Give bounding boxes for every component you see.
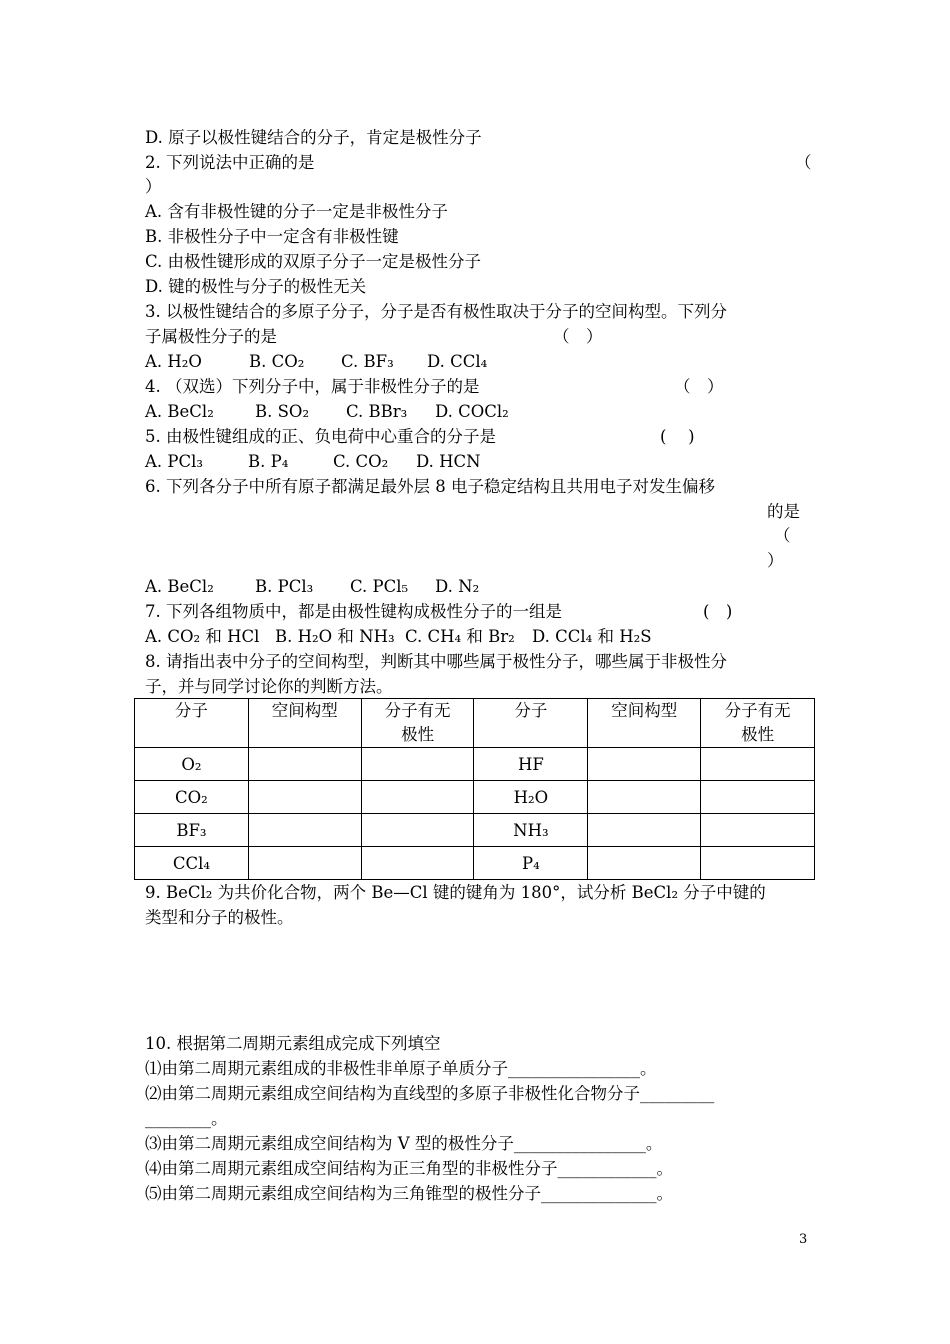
table-cell-molecule: CCl₄ <box>135 847 249 880</box>
table-cell-molecule: CO₂ <box>135 781 249 814</box>
q2-option-a: A. 含有非极性键的分子一定是非极性分子 <box>145 202 448 221</box>
table-cell-geometry[interactable] <box>588 748 701 781</box>
q4-option-b: B. SO₂ <box>255 402 310 421</box>
page-number: 3 <box>799 1232 808 1247</box>
q10-part5[interactable]: ⑸由第二周期元素组成空间结构为三角锥型的极性分子______________。 <box>145 1184 673 1203</box>
table-row <box>135 847 815 880</box>
table-cell-geometry[interactable] <box>248 847 361 880</box>
table-row <box>135 781 815 814</box>
q1-option-d: D. 原子以极性键结合的分子，肯定是极性分子 <box>145 128 482 147</box>
table-cell-polarity[interactable] <box>361 814 474 847</box>
table-cell-molecule: P₄ <box>474 847 588 880</box>
header-molecule: 分子 <box>474 699 588 748</box>
q2-stem: 2. 下列说法中正确的是 <box>145 153 315 172</box>
q2-option-c: C. 由极性键形成的双原子分子一定是极性分子 <box>145 252 482 271</box>
q7-answer-paren: ( ) <box>703 602 733 621</box>
q5-options <box>145 450 481 474</box>
q9-line1: 9. BeCl₂ 为共价化合物，两个 Be—Cl 键的键角为 180°，试分析 BeCl₂ 分子中键的 <box>145 883 766 902</box>
q6-stem-line1: 6. 下列各分子中所有原子都满足最外层 8 电子稳定结构且共用电子对发生偏移 <box>145 477 715 496</box>
header-polarity: 分子有无 极性 <box>361 699 474 748</box>
q10-part4[interactable]: ⑷由第二周期元素组成空间结构为正三角型的非极性分子____________。 <box>145 1159 673 1178</box>
table-cell-polarity[interactable] <box>701 847 815 880</box>
q3-option-a: A. H₂O <box>145 352 202 371</box>
table-cell-molecule: H₂O <box>474 781 588 814</box>
q7-option-d: D. CCl₄ 和 H₂S <box>532 627 652 646</box>
table-cell-geometry[interactable] <box>248 781 361 814</box>
table-cell-polarity[interactable] <box>701 748 815 781</box>
q6-option-c: C. PCl₅ <box>350 577 409 596</box>
table-cell-geometry[interactable] <box>588 847 701 880</box>
q6-option-d: D. N₂ <box>435 577 480 596</box>
table-cell-geometry[interactable] <box>588 781 701 814</box>
table-row <box>135 748 815 781</box>
table-cell-molecule: O₂ <box>135 748 249 781</box>
q5-option-d: D. HCN <box>416 452 481 471</box>
q6-option-b: B. PCl₃ <box>255 577 314 596</box>
q6-paren-close: ） <box>767 551 784 570</box>
q4-option-c: C. BBr₃ <box>346 402 408 421</box>
q10-part3[interactable]: ⑶由第二周期元素组成空间结构为 V 型的极性分子________________。 <box>145 1134 663 1153</box>
q7-stem: 7. 下列各组物质中，都是由极性键构成极性分子的一组是 <box>145 602 562 621</box>
q2-option-d: D. 键的极性与分子的极性无关 <box>145 277 367 296</box>
q7-option-b: B. H₂O 和 NH₃ <box>275 627 395 646</box>
table-cell-geometry[interactable] <box>248 814 361 847</box>
q5-answer-paren: ( ) <box>660 427 695 446</box>
q7-option-a: A. CO₂ 和 HCl <box>145 627 260 646</box>
q7-option-c: C. CH₄ 和 Br₂ <box>405 627 515 646</box>
q3-option-b: B. CO₂ <box>249 352 305 371</box>
q4-option-a: A. BeCl₂ <box>145 402 214 421</box>
header-geometry: 空间构型 <box>588 699 701 748</box>
table-cell-molecule: BF₃ <box>135 814 249 847</box>
q3-option-d: D. CCl₄ <box>427 352 488 371</box>
q8-stem-line2: 子，并与同学讨论你的判断方法。 <box>145 677 393 696</box>
q3-answer-paren: （ ） <box>553 327 603 346</box>
table-cell-geometry[interactable] <box>588 814 701 847</box>
table-cell-polarity[interactable] <box>701 781 815 814</box>
q4-stem: 4. （双选）下列分子中，属于非极性分子的是 <box>145 377 480 396</box>
q6-paren-open: （ <box>774 526 791 545</box>
q5-stem: 5. 由极性键组成的正、负电荷中心重合的分子是 <box>145 427 496 446</box>
q6-option-a: A. BeCl₂ <box>145 577 214 596</box>
table-cell-molecule: NH₃ <box>474 814 588 847</box>
header-molecule: 分子 <box>135 699 249 748</box>
q3-option-c: C. BF₃ <box>341 352 394 371</box>
header-polarity: 分子有无 极性 <box>701 699 815 748</box>
q9-line2: 类型和分子的极性。 <box>145 908 294 927</box>
table-header-row <box>135 699 815 748</box>
q2-option-b: B. 非极性分子中一定含有非极性键 <box>145 227 399 246</box>
q6-options <box>145 575 479 599</box>
table-row <box>135 814 815 847</box>
q3-stem-line2: 子属极性分子的是 <box>145 327 277 346</box>
q2-paren-open: （ <box>795 153 812 172</box>
q5-option-c: C. CO₂ <box>333 452 389 471</box>
header-geometry: 空间构型 <box>248 699 361 748</box>
q10-part2-line2[interactable]: ________。 <box>145 1109 228 1128</box>
q6-stem-line2: 的是 <box>767 502 800 521</box>
table-cell-polarity[interactable] <box>361 748 474 781</box>
table-cell-polarity[interactable] <box>701 814 815 847</box>
q4-answer-paren: （ ） <box>674 377 724 396</box>
table-cell-molecule: HF <box>474 748 588 781</box>
q4-option-d: D. COCl₂ <box>435 402 509 421</box>
q5-option-a: A. PCl₃ <box>145 452 204 471</box>
q5-option-b: B. P₄ <box>248 452 289 471</box>
q3-options <box>145 350 487 374</box>
table-cell-polarity[interactable] <box>361 781 474 814</box>
q3-stem-line1: 3. 以极性键结合的多原子分子，分子是否有极性取决于分子的空间构型。下列分 <box>145 302 727 321</box>
q8-stem-line1: 8. 请指出表中分子的空间构型，判断其中哪些属于极性分子，哪些属于非极性分 <box>145 652 727 671</box>
table-cell-geometry[interactable] <box>248 748 361 781</box>
table-cell-polarity[interactable] <box>361 847 474 880</box>
q10-stem: 10. 根据第二周期元素组成完成下列填空 <box>145 1034 441 1053</box>
q10-part2-line1[interactable]: ⑵由第二周期元素组成空间结构为直线型的多原子非极性化合物分子_________ <box>145 1084 715 1103</box>
q9-answer-area[interactable] <box>145 934 810 1024</box>
q10-part1[interactable]: ⑴由第二周期元素组成的非极性非单原子单质分子________________。 <box>145 1059 657 1078</box>
q7-options <box>145 625 652 649</box>
q2-paren-close: ） <box>145 177 162 196</box>
q4-options <box>145 400 509 424</box>
molecule-table <box>134 698 815 880</box>
